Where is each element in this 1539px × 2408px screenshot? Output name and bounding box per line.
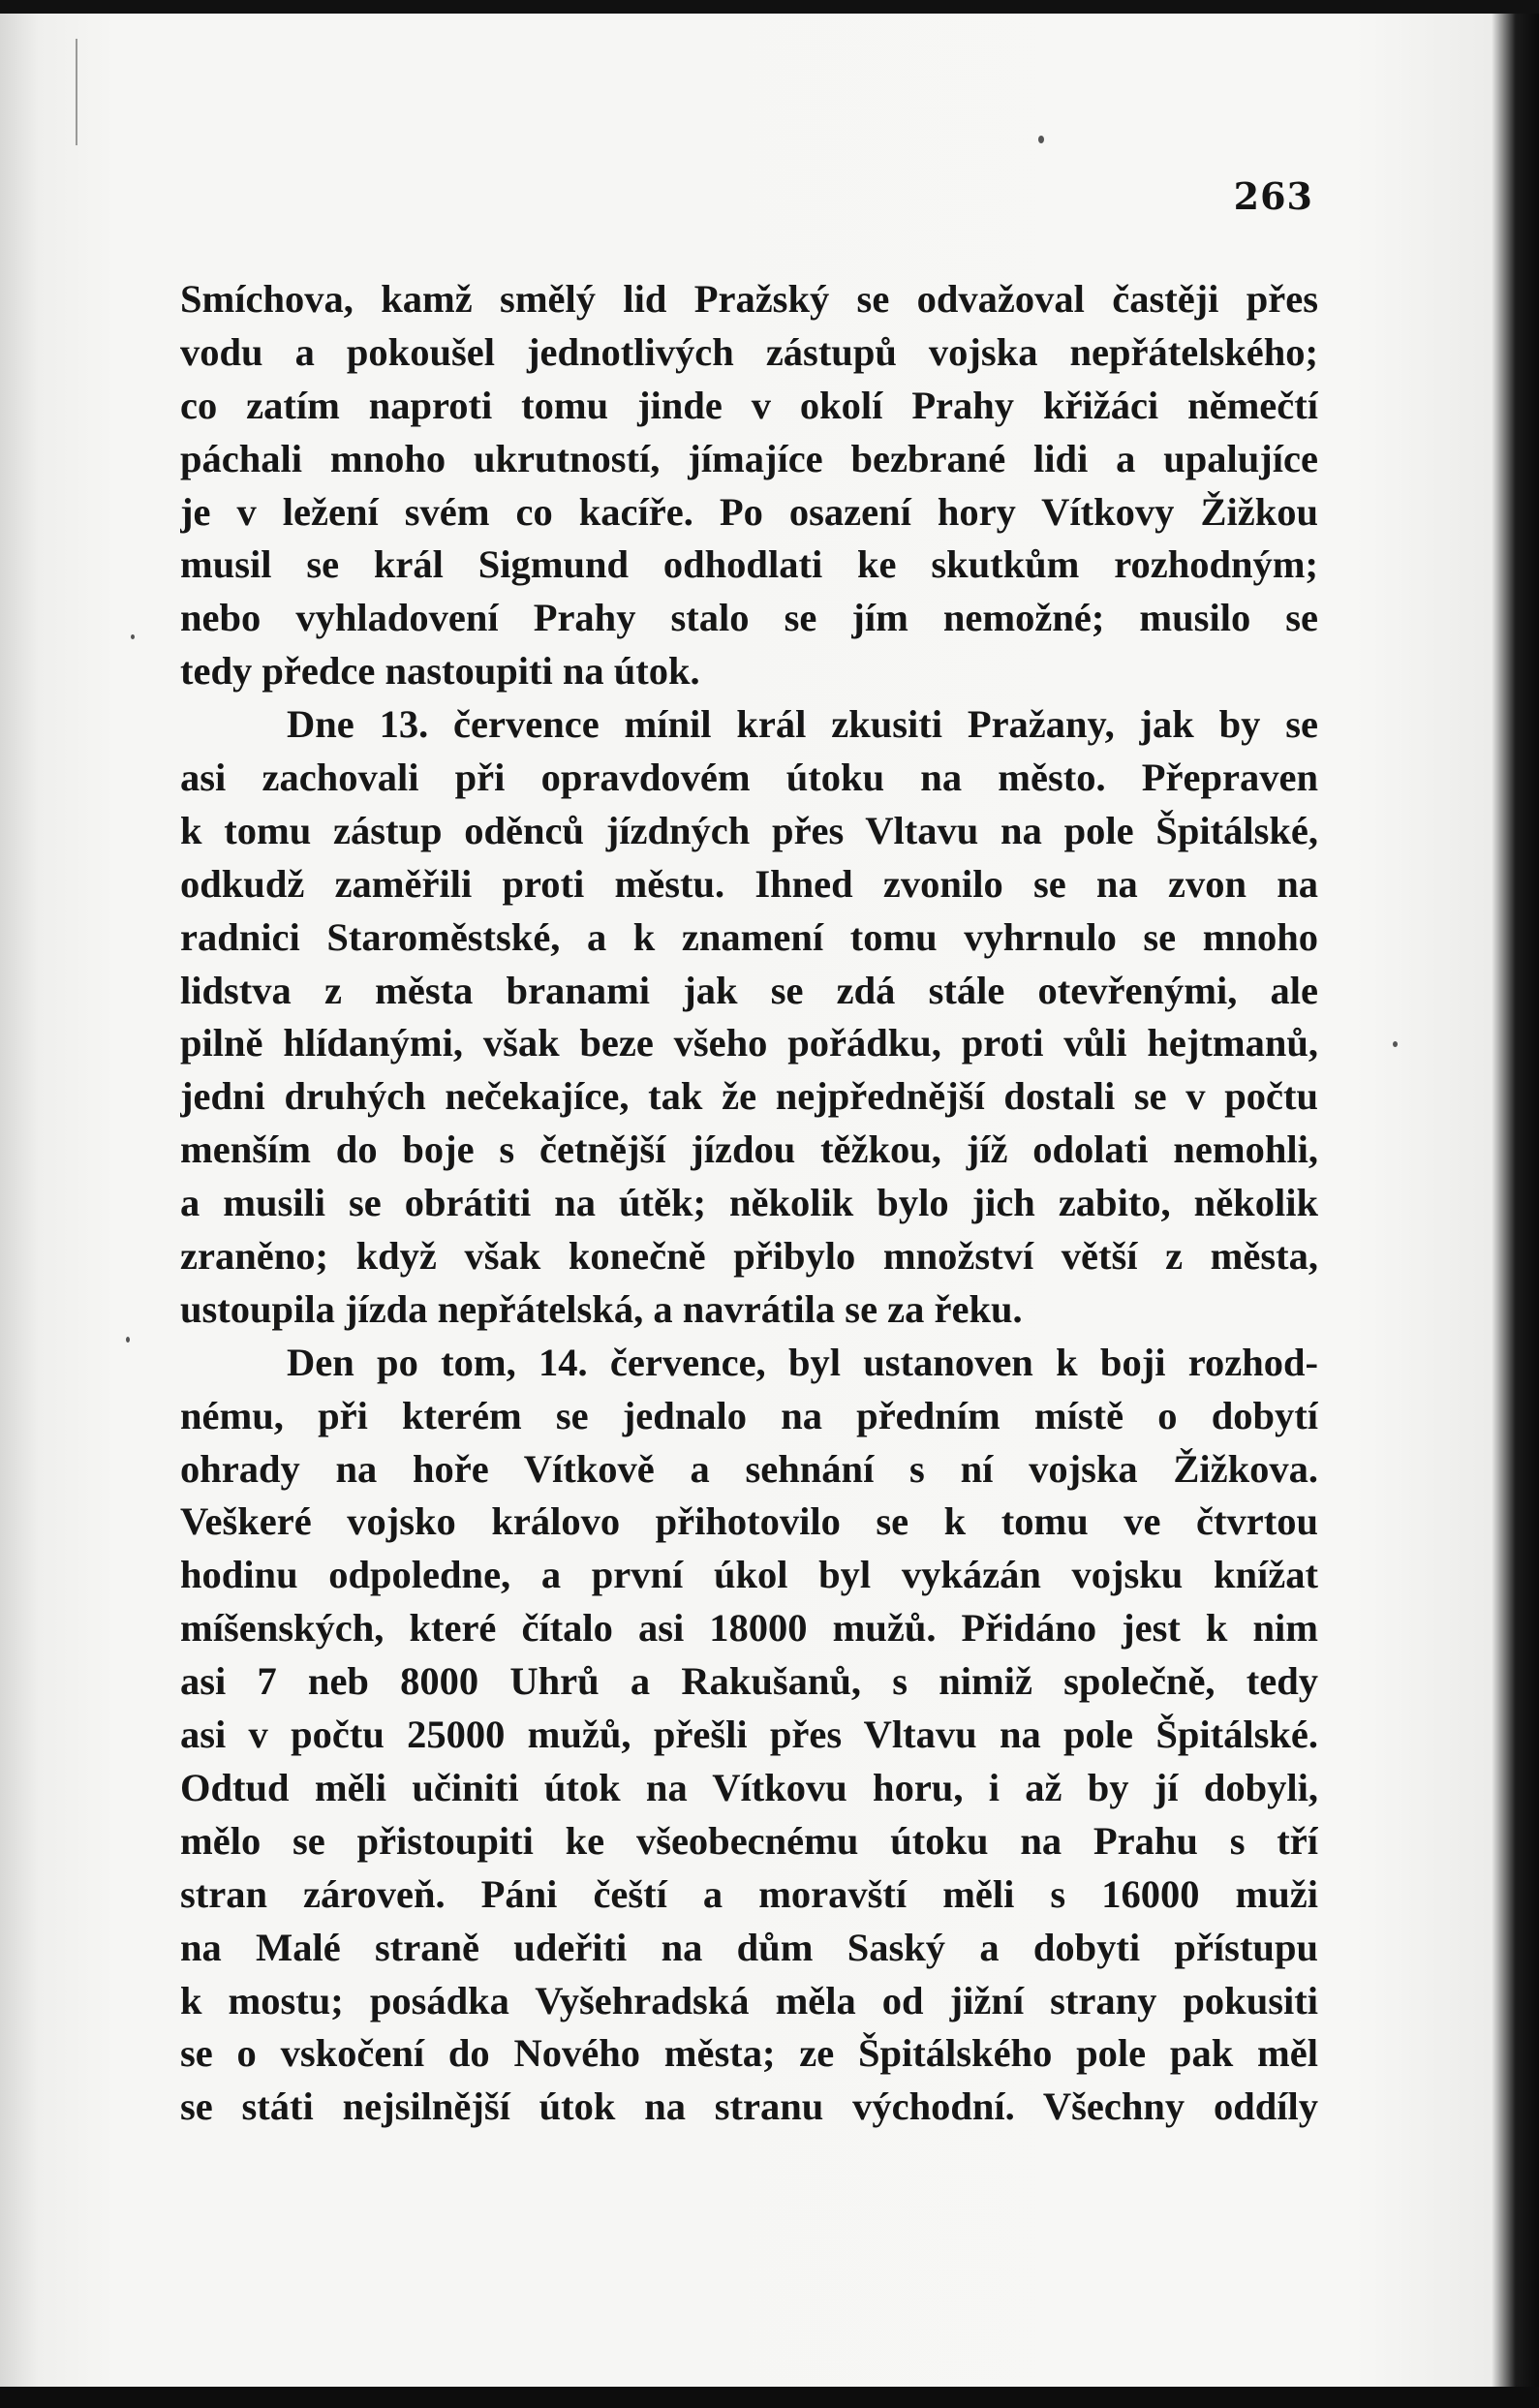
text-line: páchali mnoho ukrutností, jímajíce bezbrané lidi a upalujíce	[180, 436, 1318, 480]
text-line: Den po tom, 14. července, byl ustanoven k boji rozhod-	[287, 1340, 1318, 1384]
text-line: a musili se obrátiti na útěk; několik bylo jich zabito, několik	[180, 1181, 1318, 1225]
text-line: zraněno; když však konečně přibylo množství větší z města,	[180, 1234, 1318, 1279]
text-line: co zatím naproti tomu jinde v okolí Prahy křižáci němečtí	[180, 383, 1318, 427]
text-line: Dne 13. července mínil král zkusiti Pražany, jak by se	[287, 702, 1318, 747]
text-line: musil se král Sigmund odhodlati ke skutkům rozhodným;	[180, 542, 1318, 587]
text-line: asi zachovali při opravdovém útoku na město. Přepraven	[180, 756, 1318, 800]
text-line: radnici Staroměstské, a k znamení tomu vyhrnulo se mnoho	[180, 914, 1318, 959]
text-line: vodu a pokoušel jednotlivých zástupů vojska nepřátelského;	[180, 329, 1318, 374]
text-line: ustoupila jízda nepřátelská, a navrátila se za řeku.	[180, 1286, 1023, 1331]
text-line: pilně hlídanými, však beze všeho pořádku, proti vůli hejtmanů,	[180, 1021, 1318, 1065]
gutter-mark	[76, 39, 77, 145]
text-line: nebo vyhladovení Prahy stalo se jím nemožné; musilo se	[180, 596, 1318, 640]
text-line: jedni druhých nečekajíce, tak že nejpřednější dostali se v počtu	[180, 1074, 1318, 1119]
text-line: stran zároveň. Páni čeští a moravští měli s 16000 muži	[180, 1871, 1318, 1916]
body-text	[180, 273, 1318, 2134]
text-line: k tomu zástup oděnců jízdných přes Vltavu na pole Špitálské,	[180, 808, 1318, 852]
text-line: lidstva z města branami jak se zdá stále otevřenými, ale	[180, 968, 1318, 1012]
text-line: se o vskočení do Nového města; ze Špitálského pole pak měl	[180, 2031, 1318, 2076]
text-line: nému, při kterém se jednalo na předním místě o dobytí	[180, 1393, 1318, 1437]
page-number: 263	[1233, 174, 1313, 218]
ink-speck	[1393, 1041, 1398, 1047]
text-line: mělo se přistoupiti ke všeobecnému útoku na Prahu s tří	[180, 1818, 1318, 1863]
ink-speck	[126, 1337, 130, 1343]
text-line: je v ležení svém co kacíře. Po osazení hory Vítkovy Žižkou	[180, 489, 1318, 534]
text-line: se státi nejsilnější útok na stranu východní. Všechny oddíly	[180, 2084, 1318, 2129]
text-line: odkudž zaměřili proti městu. Ihned zvonilo se na zvon na	[180, 861, 1318, 906]
text-line: míšenských, které čítalo asi 18000 mužů. Přidáno jest k nim	[180, 1606, 1318, 1651]
ink-speck	[1038, 136, 1044, 143]
text-line: asi 7 neb 8000 Uhrů a Rakušanů, s nimiž společně, tedy	[180, 1659, 1318, 1704]
text-line: Smíchova, kamž smělý lid Pražský se odvažoval častěji přes	[180, 277, 1318, 321]
text-line: Odtud měli učiniti útok na Vítkovu horu, i až by jí dobyli,	[180, 1765, 1318, 1809]
text-line: k mostu; posádka Vyšehradská měla od jižní strany pokusiti	[180, 1978, 1318, 2022]
text-line: Veškeré vojsko královo přihotovilo se k tomu ve čtvrtou	[180, 1499, 1318, 1544]
text-line: menším do boje s četnější jízdou těžkou, jíž odolati nemohli,	[180, 1127, 1318, 1172]
scan-top-edge	[0, 0, 1539, 14]
scan-bottom-edge	[0, 2387, 1539, 2408]
text-line: asi v počtu 25000 mužů, přešli přes Vltavu na pole Špitálské.	[180, 1713, 1318, 1757]
text-line: tedy předce nastoupiti na útok.	[180, 649, 700, 694]
text-line: ohrady na hoře Vítkově a sehnání s ní vojska Žižkova.	[180, 1446, 1318, 1491]
text-line: hodinu odpoledne, a první úkol byl vykázán vojsku knížat	[180, 1553, 1318, 1597]
text-line: na Malé straně udeřiti na dům Saský a dobyti přístupu	[180, 1925, 1318, 1969]
ink-speck	[131, 634, 135, 639]
